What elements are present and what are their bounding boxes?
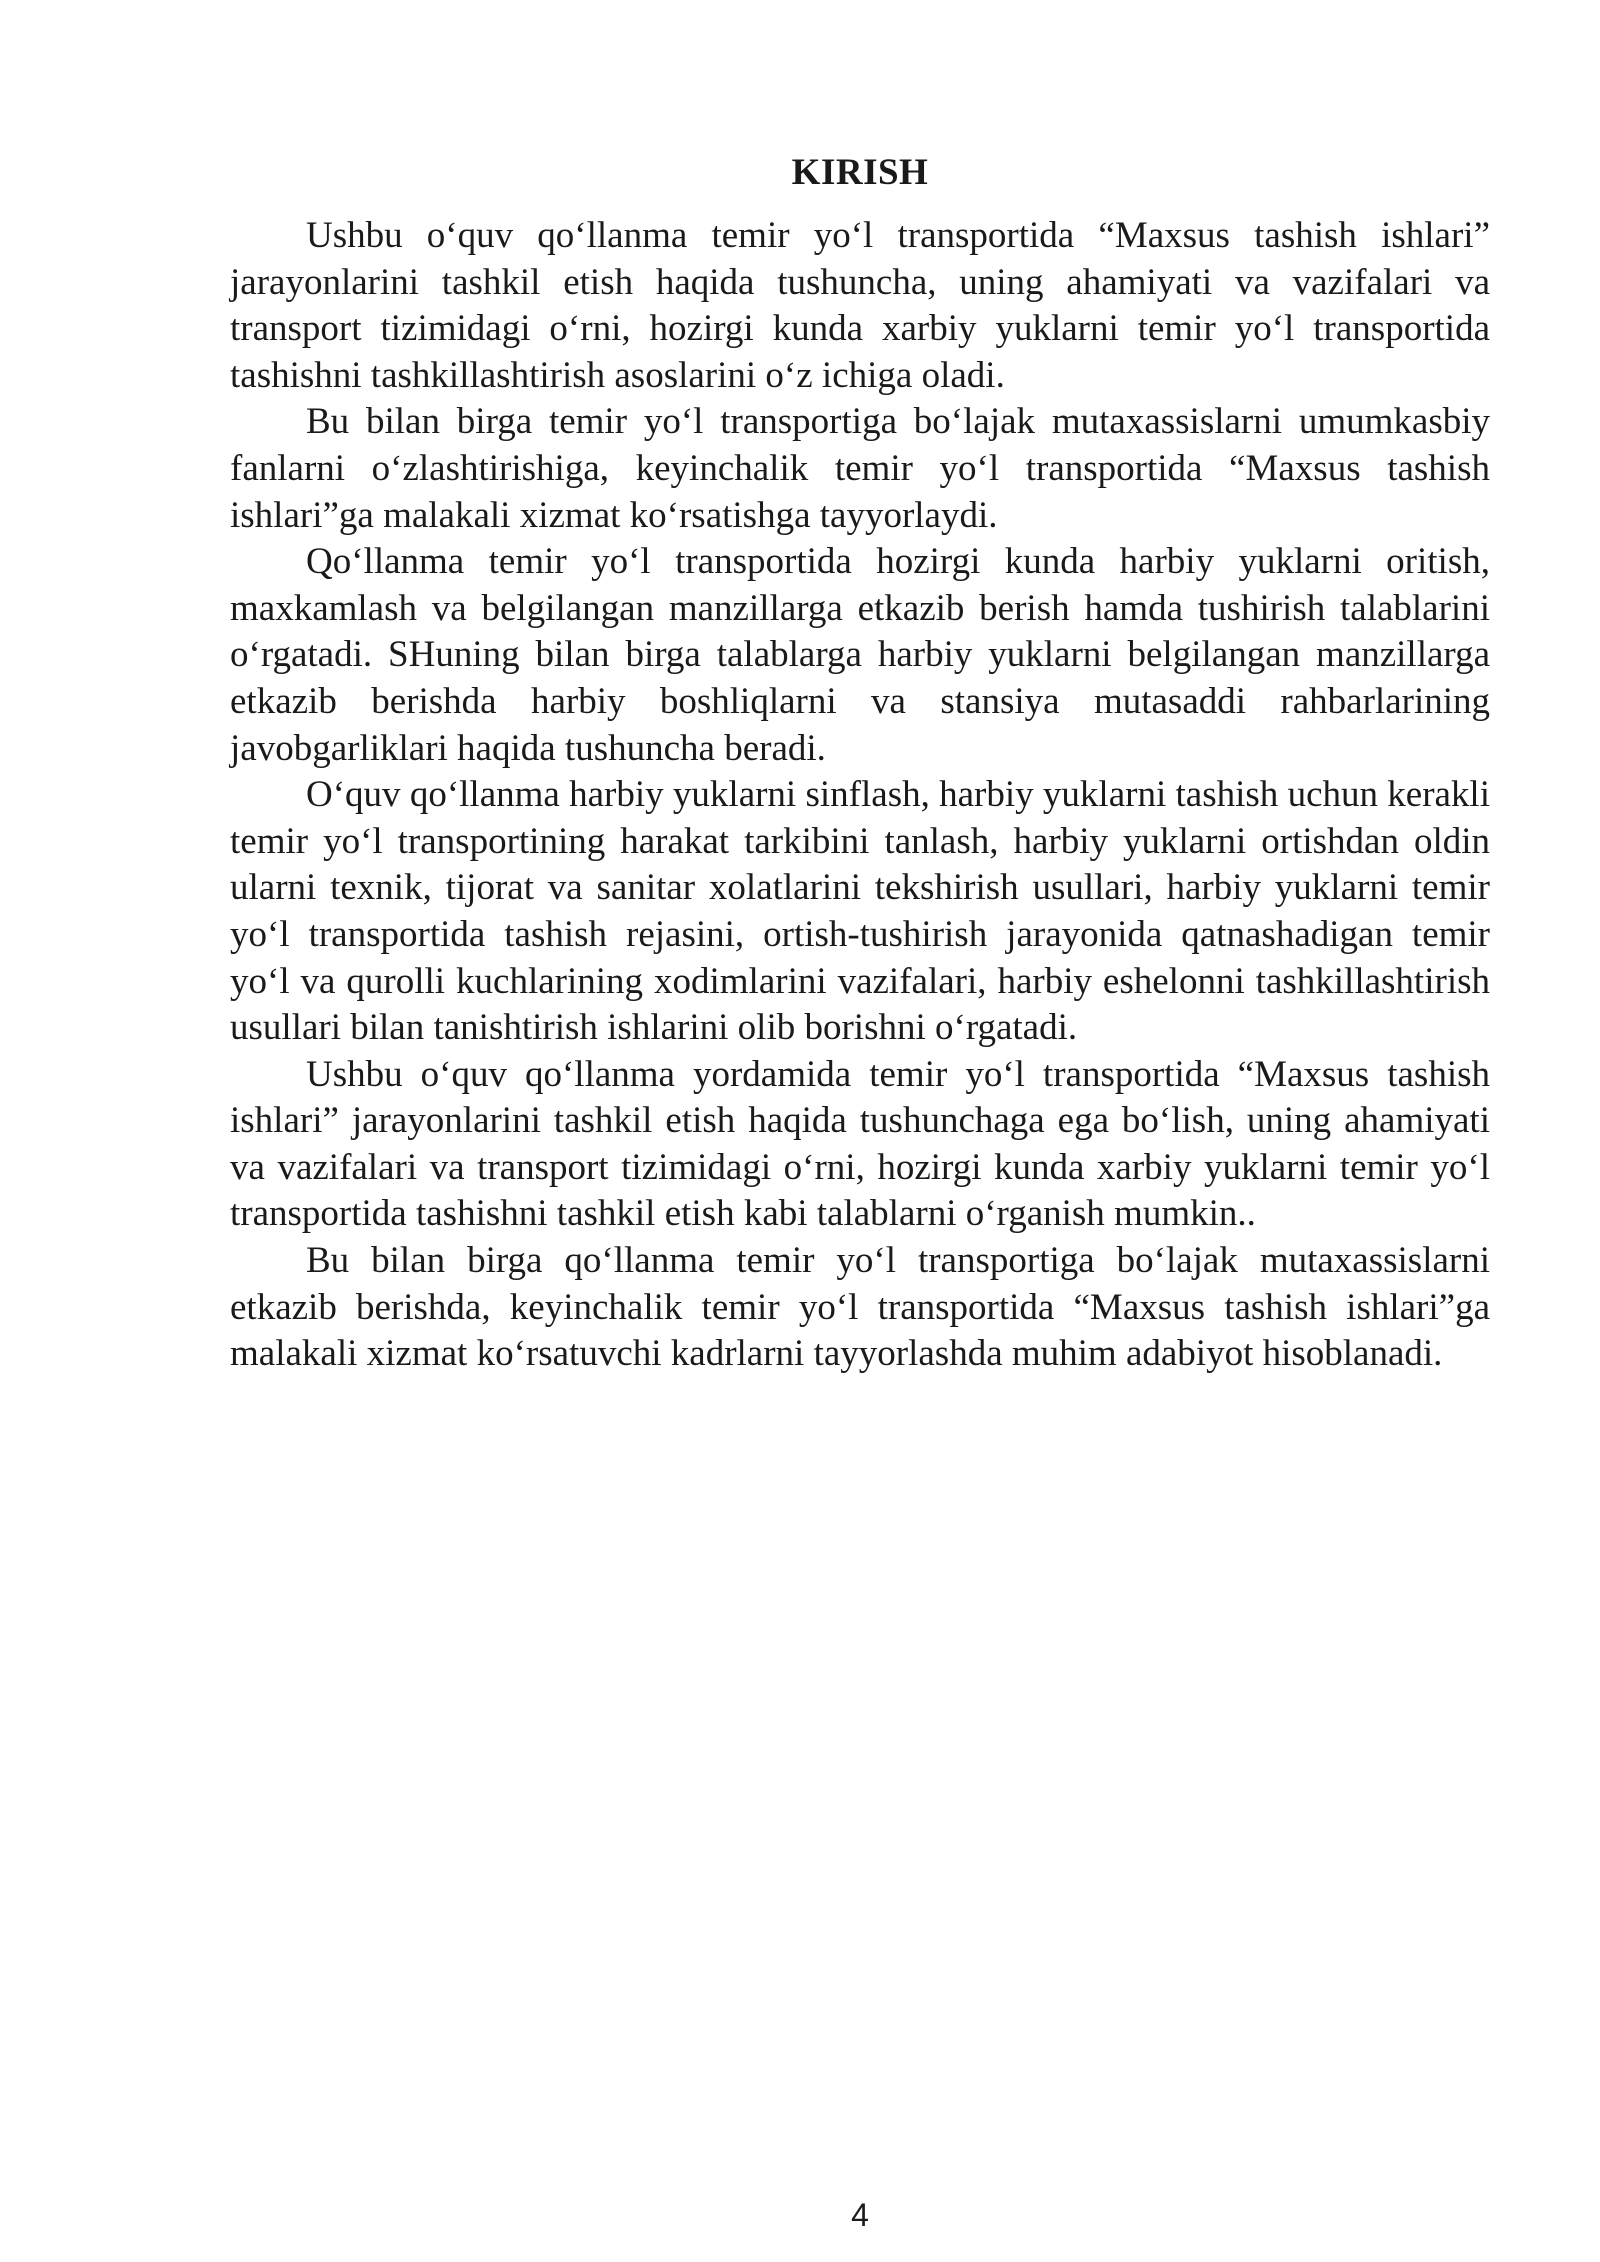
paragraph-2: Bu bilan birga temir yo‘l transportiga bo‘lajak mutaxassislarni umumkasbiy fanlarni o‘zlashtirishiga, keyinchalik temir yo‘l transportida “Maxsus tashish ishlari”ga malakali xizmat ko‘rsatishga tayyorlaydi.: [230, 401, 1490, 536]
paragraph-1: Ushbu o‘quv qo‘llanma temir yo‘l transportida “Maxsus tashish ishlari” jarayonlarini tashkil etish haqida tushuncha, uning ahamiyati va vazifalari va transport tizimidagi o‘rni, hozirgi kunda xarbiy yuklarni temir yo‘l transportida tashishni tashkillashtirish asoslarini o‘z ichiga oladi.: [230, 215, 1490, 396]
page-title: KIRISH: [791, 152, 929, 193]
paragraph-6: Bu bilan birga qo‘llanma temir yo‘l transportiga bo‘lajak mutaxassislarni etkazib berishda, keyinchalik temir yo‘l transportida “Maxsus tashish ishlari”ga malakali xizmat ko‘rsatuvchi kadrlarni tayyorlashda muhim adabiyot hisoblanadi.: [230, 1240, 1490, 1375]
body-text: [230, 213, 1490, 1378]
paragraph-3: Qo‘llanma temir yo‘l transportida hozirgi kunda harbiy yuklarni oritish, maxkamlash va belgilangan manzillarga etkazib berish hamda tushirish talablarini o‘rgatadi. SHuning bilan birga talablarga harbiy yuklarni belgilangan manzillarga etkazib berishda harbiy boshliqlarni va stansiya mutasaddi rahbarlarining javobgarliklari haqida tushuncha beradi.: [230, 541, 1490, 769]
paragraph-4: O‘quv qo‘llanma harbiy yuklarni sinflash, harbiy yuklarni tashish uchun kerakli temir yo‘l transportining harakat tarkibini tanlash, harbiy yuklarni ortishdan oldin ularni texnik, tijorat va sanitar xolatlarini tekshirish usullari, harbiy yuklarni temir yo‘l transportida tashish rejasini, ortish-tushirish jarayonida qatnashadigan temir yo‘l va qurolli kuchlarining xodimlarini vazifalari, harbiy eshelonni tashkillashtirish usullari bilan tanishtirish ishlarini olib borishni o‘rgatadi.: [230, 774, 1490, 1049]
page-number: 4: [851, 2197, 869, 2233]
paragraph-5: Ushbu o‘quv qo‘llanma yordamida temir yo‘l transportida “Maxsus tashish ishlari” jarayonlarini tashkil etish haqida tushunchaga ega bo‘lish, uning ahamiyati va vazifalari va transport tizimidagi o‘rni, hozirgi kunda xarbiy yuklarni temir yo‘l transportida tashishni tashkil etish kabi talablarni o‘rganish mumkin..: [230, 1053, 1490, 1235]
